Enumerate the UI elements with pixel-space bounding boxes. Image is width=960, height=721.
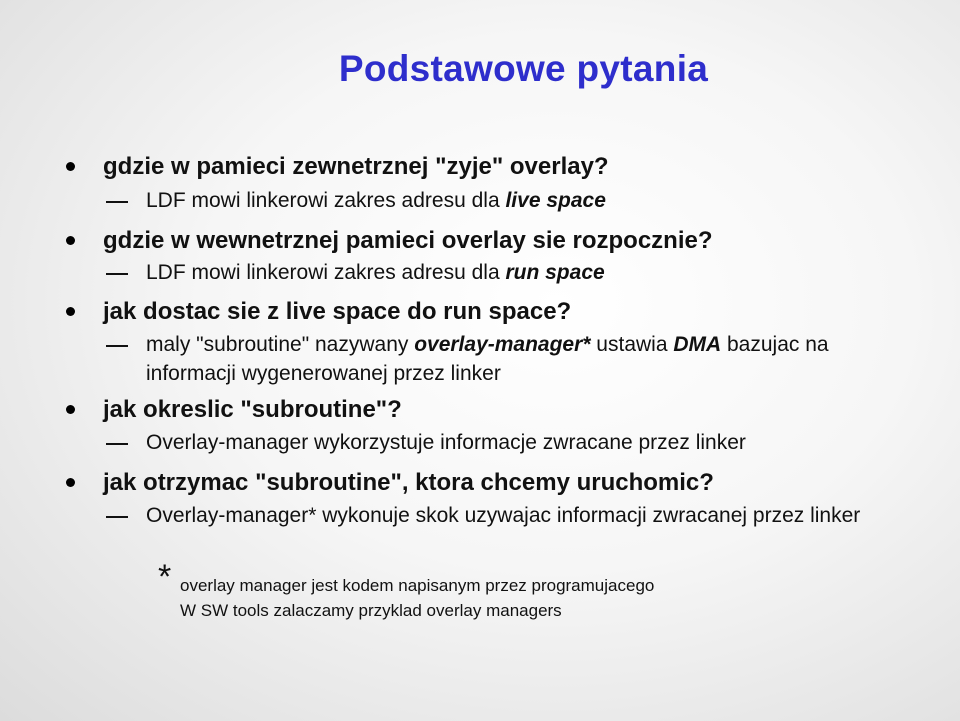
answer-3-continued: informacji wygenerowanej przez linker xyxy=(146,362,501,385)
bullet-icon xyxy=(66,405,75,414)
footnote-line-1: overlay manager jest kodem napisanym przez programujacego xyxy=(180,576,655,595)
slide-title: Podstawowe pytania xyxy=(338,48,709,89)
dash-icon xyxy=(106,443,128,445)
question-5: jak otrzymac "subroutine", ktora chcemy uruchomic? xyxy=(103,469,714,496)
bullet-icon xyxy=(66,162,75,171)
dash-icon xyxy=(106,345,128,347)
question-1: gdzie w pamieci zewnetrznej "zyje" overlay? xyxy=(103,153,609,180)
footnote-line-2: W SW tools zalaczamy przyklad overlay managers xyxy=(180,601,562,620)
bullet-icon xyxy=(66,307,75,316)
footnote-mark: * xyxy=(158,558,172,596)
dash-icon xyxy=(106,273,128,275)
question-2: gdzie w wewnetrznej pamieci overlay sie rozpocznie? xyxy=(103,227,713,254)
answer-1: LDF mowi linkerowi zakres adresu dla live space xyxy=(146,189,606,212)
bullet-icon xyxy=(66,236,75,245)
question-3: jak dostac sie z live space do run space? xyxy=(103,298,572,325)
dash-icon xyxy=(106,516,128,518)
question-4: jak okreslic "subroutine"? xyxy=(103,396,402,423)
answer-4: Overlay-manager wykorzystuje informacje zwracane przez linker xyxy=(146,431,746,454)
answer-2: LDF mowi linkerowi zakres adresu dla run space xyxy=(146,261,605,284)
bullet-icon xyxy=(66,478,75,487)
dash-icon xyxy=(106,201,128,203)
answer-5: Overlay-manager* wykonuje skok uzywajac informacji zwracanej przez linker xyxy=(146,504,861,527)
answer-3: maly "subroutine" nazywany overlay-manager* ustawia DMA bazujac na xyxy=(146,333,829,356)
